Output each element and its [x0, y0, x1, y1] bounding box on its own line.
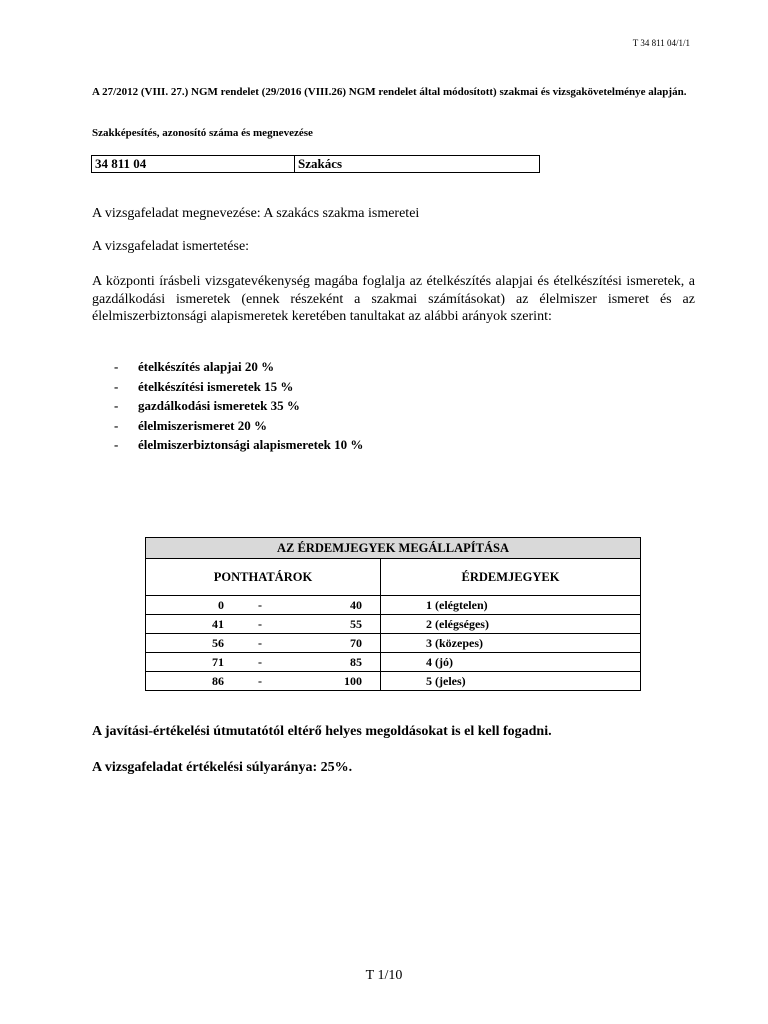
table-row: 56 - 70 3 (közepes)	[146, 634, 641, 653]
task-description-body: A központi írásbeli vizsgatevékenység magába foglalja az ételkészítés alapjai és ételkészítési ismeretek, a gazdálkodási ismeretek (ennek részeként a szakmai számításokat) az élelmiszer ismeret és az élelmiszerbiztonsági alapismeretek keretében tanultakat az alábbi arányok szerint:	[92, 274, 695, 324]
list-item: - ételkészítés alapjai 20 %	[92, 357, 363, 377]
page-number: T 1/10	[365, 968, 403, 983]
acceptance-note: A javítási-értékelési útmutatótól eltérő helyes megoldásokat is el kell fogadni.	[92, 724, 552, 739]
topic-weight-list	[92, 357, 363, 455]
grade-table-title: AZ ÉRDEMJEGYEK MEGÁLLAPÍTÁSA	[146, 538, 641, 559]
list-dash: -	[114, 378, 119, 394]
list-item: - élelmiszerismeret 20 %	[92, 416, 363, 436]
qualification-id: 34 811 04	[92, 156, 295, 173]
grades-column-header: ÉRDEMJEGYEK	[381, 559, 641, 596]
list-dash: -	[114, 417, 119, 433]
list-item: - élelmiszerbiztonsági alapismeretek 10 %	[92, 435, 363, 455]
list-dash: -	[114, 398, 119, 413]
qualification-name: Szakács	[295, 156, 540, 173]
list-item: - ételkészítési ismeretek 15 %	[92, 377, 363, 397]
qualification-table	[91, 155, 540, 173]
grade-table	[145, 537, 641, 691]
document-code: T 34 811 04/1/1	[632, 38, 690, 48]
list-dash: -	[114, 359, 119, 374]
task-name: A vizsgafeladat megnevezése: A szakács szakma ismeretei	[92, 206, 420, 221]
qualification-heading: Szakképesítés, azonosító száma és megnevezése	[92, 127, 313, 139]
table-row: 86 - 100 5 (jeles)	[146, 672, 641, 691]
points-column-header: PONTHATÁROK	[146, 559, 381, 596]
table-row: 71 - 85 4 (jó)	[146, 653, 641, 672]
table-row: 41 - 55 2 (elégséges)	[146, 615, 641, 634]
weight-note: A vizsgafeladat értékelési súlyaránya: 25%.	[92, 760, 353, 775]
regulation-intro: A 27/2012 (VIII. 27.) NGM rendelet (29/2016 (VIII.26) NGM rendelet által módosított) szakmai és vizsgakövetelménye alapján.	[92, 86, 687, 98]
table-row: 0 - 40 1 (elégtelen)	[146, 596, 641, 615]
list-item: - gazdálkodási ismeretek 35 %	[92, 396, 363, 416]
list-dash: -	[114, 437, 119, 452]
task-description-heading: A vizsgafeladat ismertetése:	[92, 239, 250, 254]
